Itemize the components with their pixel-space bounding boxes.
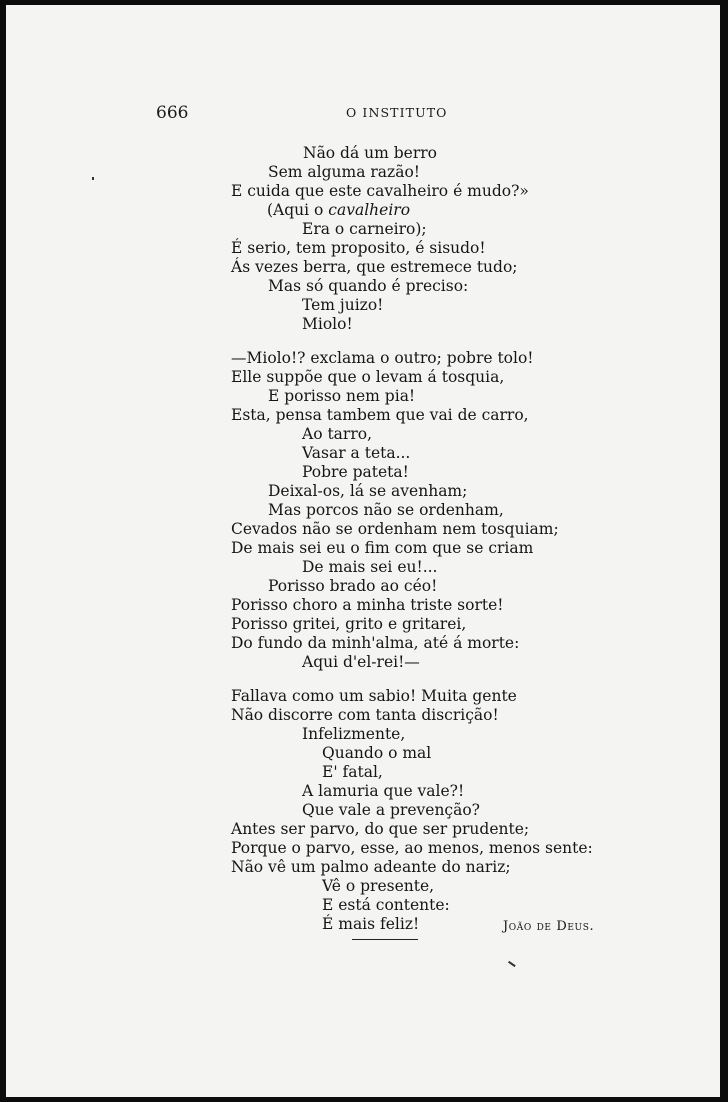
italic-word: cavalheiro <box>328 201 411 219</box>
poem-line: —Miolo!? exclama o outro; pobre tolo! <box>231 349 534 367</box>
poem-line: Aqui d'el-rei!— <box>302 653 420 671</box>
poem-line: Infelizmente, <box>302 725 406 743</box>
poem-line: Vê o presente, <box>322 877 435 895</box>
poem-line: Quando o mal <box>322 744 432 762</box>
poem-line: Não vê um palmo adeante do nariz; <box>231 858 511 876</box>
document-page <box>6 5 720 1097</box>
poem-line: É mais feliz! <box>322 915 420 933</box>
poem-line: A lamuria que vale?! <box>302 782 465 800</box>
poem-line: Tem juizo! <box>302 296 384 314</box>
poem-line: Não dá um berro <box>303 144 438 162</box>
poem-line: Mas só quando é preciso: <box>268 277 469 295</box>
running-title: O INSTITUTO <box>346 105 448 120</box>
poem-line: É serio, tem proposito, é sisudo! <box>231 239 486 257</box>
poem-line: Porque o parvo, esse, ao menos, menos sente: <box>231 839 593 857</box>
poem-line: De mais sei eu o fim com que se criam <box>231 539 534 557</box>
poem-line: E está contente: <box>322 896 450 914</box>
poem-line: Era o carneiro); <box>302 220 427 238</box>
poem-line: Vasar a teta... <box>302 444 411 462</box>
poem-line: Mas porcos não se ordenham, <box>268 501 504 519</box>
poem-line: Fallava como um sabio! Muita gente <box>231 687 517 705</box>
poem-line: Antes ser parvo, do que ser prudente; <box>231 820 530 838</box>
poem-line: Porisso choro a minha triste sorte! <box>231 596 504 614</box>
end-rule <box>352 939 418 940</box>
poem-line: Porisso brado ao céo! <box>268 577 438 595</box>
poem-line: Do fundo da minh'alma, até á morte: <box>231 634 520 652</box>
poem-line: Cevados não se ordenham nem tosquiam; <box>231 520 559 538</box>
author-signature: João de Deus. <box>503 919 595 934</box>
poem-line: Porisso gritei, grito e gritarei, <box>231 615 467 633</box>
poem-line: E porisso nem pia! <box>268 387 416 405</box>
poem-line: Sem alguma razão! <box>268 163 421 181</box>
poem-line <box>267 201 410 220</box>
poem <box>6 5 720 1097</box>
poem-line: Pobre pateta! <box>302 463 409 481</box>
poem-line: Elle suppõe que o levam á tosquia, <box>231 368 505 386</box>
poem-line: Que vale a prevenção? <box>302 801 480 819</box>
poem-line: E' fatal, <box>322 763 383 781</box>
speck-mark <box>92 177 94 180</box>
poem-line: Miolo! <box>302 315 353 333</box>
poem-line: Ás vezes berra, que estremece tudo; <box>231 258 518 276</box>
poem-line: De mais sei eu!... <box>302 558 438 576</box>
page-number: 666 <box>156 103 189 123</box>
poem-line: E cuida que este cavalheiro é mudo?» <box>231 182 529 200</box>
poem-line: Esta, pensa tambem que vai de carro, <box>231 406 529 424</box>
poem-line-text: (Aqui o cavalheiro <box>267 201 411 219</box>
poem-line: Deixal-os, lá se avenham; <box>268 482 468 500</box>
poem-line: Não discorre com tanta discrição! <box>231 706 499 724</box>
poem-line: Ao tarro, <box>302 425 372 443</box>
